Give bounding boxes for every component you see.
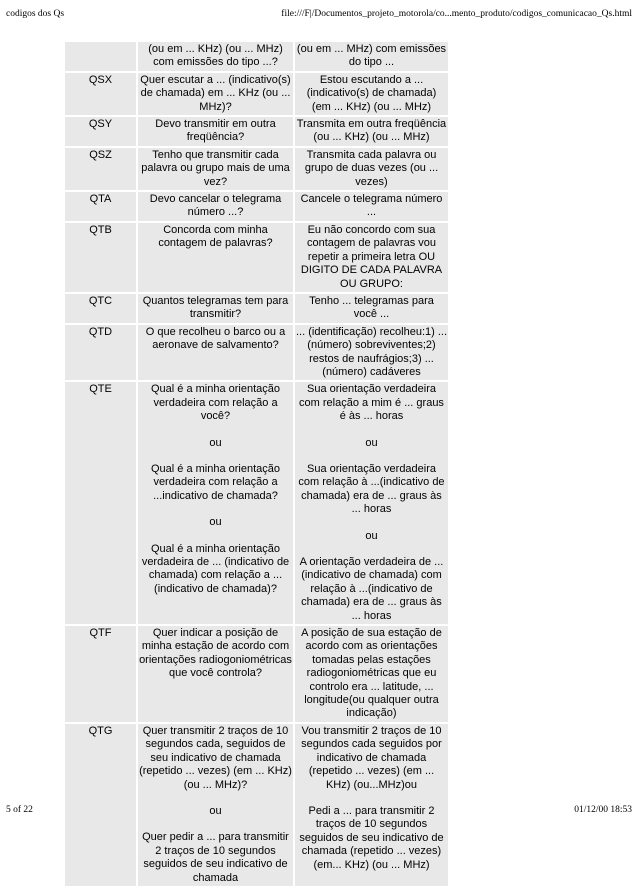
code-cell: QTF (65, 626, 136, 722)
question-cell: (ou em ... KHz) (ou ... MHz) com emissões do tipo ...? (138, 42, 293, 71)
question-text: Quer transmitir 2 traços de 10 segundos cada, seguidos de seu indicativo de chamada (repetido ... vezes) (em ... KHz) (ou ... MHz)? (139, 724, 292, 791)
table-row (65, 382, 448, 624)
question-cell: Tenho que transmitir cada palavra ou grupo mais de uma vez? (138, 148, 293, 190)
answer-cell: A posição de sua estação de acordo com as orientações tomadas pelas estações radiogoniométricas que eu controlo era ... latitude, ... longitude(ou qualquer outra indicação) (295, 626, 448, 722)
table-row (65, 223, 448, 292)
page-number: 5 of 22 (6, 805, 33, 815)
question-cell: Concorda com minha contagem de palavras? (138, 223, 293, 292)
or-text: ou (365, 436, 378, 449)
q-code-table (63, 40, 450, 888)
table-row (65, 117, 448, 146)
table-row (65, 192, 448, 221)
answer-cell: ... (identificação) recolheu:1) ... (número) sobreviventes;2) restos de naufrágios;3) ... (número) cadáveres (295, 325, 448, 381)
answer-cell: (ou em ... MHz) com emissões do tipo ... (295, 42, 448, 71)
code-cell: QTG (65, 724, 136, 886)
answer-cell (295, 382, 448, 624)
answer-text: Vou transmitir 2 traços de 10 segundos cada seguidos por indicativo de chamada (repetido ... vezes) (em ... KHz) (ou...MHz)ou (301, 724, 442, 791)
table-row (65, 626, 448, 722)
question-text: Qual é a minha orientação verdadeira de ... (indicativo de chamada) com relação a ... (indicativo de chamada)? (141, 542, 290, 595)
question-cell: Devo cancelar o telegrama número ...? (138, 192, 293, 221)
page-title: codigos dos Qs (6, 9, 65, 19)
table-row (65, 73, 448, 115)
table-row (65, 294, 448, 323)
question-text: Qual é a minha orientação verdadeira com relação a ...indicativo de chamada? (150, 462, 281, 502)
page-url: file:///F|/Documentos_projeto_motorola/co...mento_produto/codigos_comunicacao_Qs.html (281, 9, 632, 19)
code-cell: QTA (65, 192, 136, 221)
answer-text: A orientação verdadeira de ...(indicativo de chamada) com relação à ...(indicativo de chamada) era de ... graus às ... horas (299, 556, 444, 622)
or-text: ou (209, 804, 222, 817)
question-cell: O que recolheu o barco ou a aeronave de salvamento? (138, 325, 293, 381)
question-cell: Quer indicar a posição de minha estação de acordo com orientações radiogoniométricas que você controla? (138, 626, 293, 722)
question-cell: Quer escutar a ... (indicativo(s) de chamada) em ... KHz (ou ... MHz)? (138, 73, 293, 115)
answer-cell: Cancele o telegrama número ... (295, 192, 448, 221)
answer-cell: Tenho ... telegramas para você ... (295, 294, 448, 323)
code-cell: QTC (65, 294, 136, 323)
code-cell: QSX (65, 73, 136, 115)
question-cell (138, 382, 293, 624)
answer-cell: Estou escutando a ... (indicativo(s) de chamada) (em ... KHz) (ou ... MHz) (295, 73, 448, 115)
or-text: ou (365, 529, 378, 542)
question-text: Qual é a minha orientação verdadeira com relação a você? (150, 383, 281, 423)
code-cell (65, 42, 136, 71)
answer-cell: Transmita em outra freqüência (ou ... KHz) (ou ... MHz) (295, 117, 448, 146)
question-cell: Quantos telegramas tem para transmitir? (138, 294, 293, 323)
code-cell: QSZ (65, 148, 136, 190)
answer-text: Pedi a ... para transmitir 2 traços de 10 segundos seguidos de seu indicativo de chamada (repetido ... vezes) (em... KHz) (ou ... MHz) (299, 804, 444, 871)
page-footer (6, 804, 632, 816)
answer-text: Sua orientação verdadeira com relação a mim é ... graus é às ... horas (299, 383, 444, 423)
answer-text: Sua orientação verdadeira com relação à ...(indicativo de chamada) era de ... graus às ... horas (298, 462, 445, 516)
answer-cell: Transmita cada palavra ou grupo de duas vezes (ou ... vezes) (295, 148, 448, 190)
or-text: ou (209, 436, 222, 449)
answer-cell: Eu não concordo com sua contagem de palavras vou repetir a primeira letra OU DIGITO DE CADA PALAVRA OU GRUPO: (295, 223, 448, 292)
code-cell: QTD (65, 325, 136, 381)
code-cell: QTB (65, 223, 136, 292)
page-header (6, 8, 632, 20)
or-text: ou (209, 516, 222, 529)
table-row (65, 42, 448, 71)
table-row (65, 148, 448, 190)
print-datetime: 01/12/00 18:53 (574, 805, 632, 815)
code-cell: QTE (65, 382, 136, 624)
question-text: Quer pedir a ... para transmitir 2 traços de 10 segundos seguidos de seu indicativo de chamada (142, 831, 289, 884)
table-row (65, 325, 448, 381)
code-cell: QSY (65, 117, 136, 146)
question-cell: Devo transmitir em outra freqüência? (138, 117, 293, 146)
